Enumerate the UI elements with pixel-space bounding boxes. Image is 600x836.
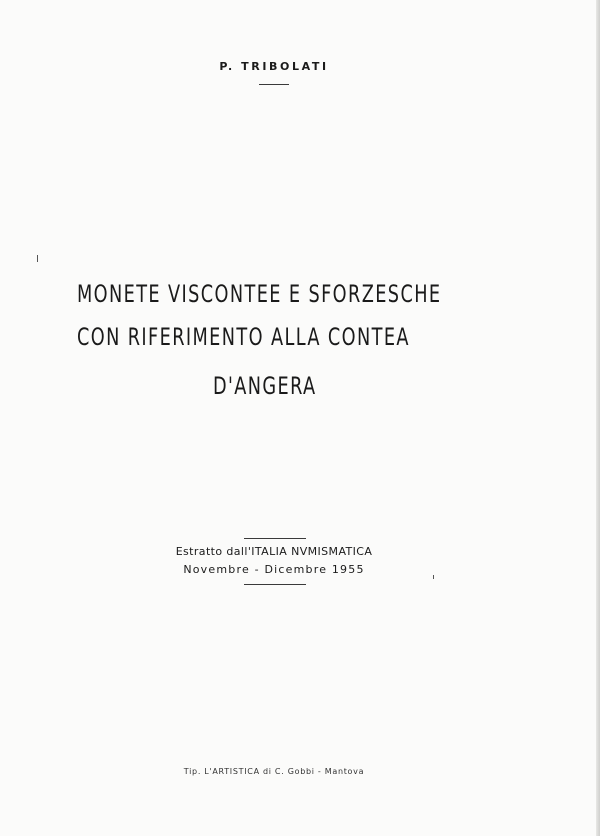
extract-bottom-divider xyxy=(244,584,306,585)
title-line-3: D'ANGERA xyxy=(213,372,317,400)
page-edge-shadow xyxy=(596,0,600,836)
title-line-2: CON RIFERIMENTO ALLA CONTEA xyxy=(77,323,410,351)
extract-top-divider xyxy=(244,538,306,539)
author-divider xyxy=(259,84,289,85)
paper-speck xyxy=(37,255,38,262)
paper-speck xyxy=(433,575,434,579)
printer-imprint: Tip. L'ARTISTICA di C. Gobbi - Mantova xyxy=(183,767,365,776)
extract-source: Estratto dall'ITALIA NVMISMATICA xyxy=(175,545,373,558)
title-line-1: MONETE VISCONTEE E SFORZESCHE xyxy=(77,280,442,308)
author-name: P. TRIBOLATI xyxy=(219,60,329,73)
extract-date: Novembre - Dicembre 1955 xyxy=(183,563,365,576)
